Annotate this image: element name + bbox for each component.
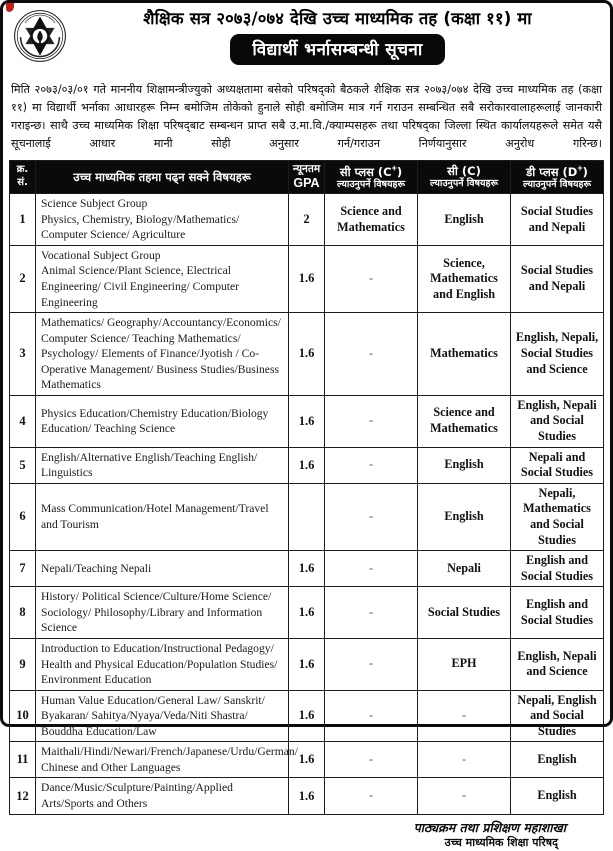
table-row [10, 551, 604, 587]
cell-c: Nepali [418, 551, 511, 587]
cell-cplus: Science and Mathematics [325, 194, 418, 246]
cell-gpa: 1.6 [289, 447, 325, 483]
cell-gpa: 1.6 [289, 778, 325, 814]
banner-container [71, 34, 604, 65]
table-header-row [10, 160, 604, 194]
cell-c: EPH [418, 638, 511, 690]
notice-paragraph: मिति २०७३/०३/०१ गते माननीय शिक्षामन्त्रीज्युको अध्यक्षतामा बसेको परिषद्को बैठकले शैक्षिक सत्र २०७३/०७४ देखि उच्च माध्यमिक तह (कक्षा ११) मा विद्यार्थी भर्नाका आधारहरू निम्न बमोजिम तोकेको हुनाले सोही बमोजिम मात्र गर्न गराउन सम्बन्धित सबै सरोकारवालाहरूलाई जानकारी गराइन्छ। साथै उच्च माध्यमिक शिक्षा परिषद्‌बाट सम्बन्धन प्राप्त सबै उ.मा.वि./क्याम्पसहरू तथा परिषद्का जिल्ला स्थित कार्यालयहरूले समेत यसै सूचनालाई आधार मानी सोही अनुसार गर्न/गराउन निर्णयानुसार अनुरोध गरिन्छ। [11, 83, 602, 151]
cell-c: English [418, 194, 511, 246]
cell-dplus: Social Studies and Nepali [511, 245, 604, 312]
cell-cplus: - [325, 447, 418, 483]
cell-cplus: - [325, 483, 418, 550]
document-header [9, 7, 604, 79]
cell-cplus: - [325, 245, 418, 312]
cell-subjects: Mass Communication/Hotel Management/Travel and Tourism [36, 483, 289, 550]
cell-c: Science, Mathematics and English [418, 245, 511, 312]
cell-sn: 2 [10, 245, 36, 312]
cell-c: Science and Mathematics [418, 395, 511, 447]
table-row [10, 587, 604, 639]
cell-c: Mathematics [418, 313, 511, 396]
c-header-main: सी (C) [447, 163, 481, 178]
table-row [10, 778, 604, 814]
cell-gpa: 1.6 [289, 587, 325, 639]
cell-subjects: English/Alternative English/Teaching English/ Linguistics [36, 447, 289, 483]
cell-gpa: 1.6 [289, 690, 325, 742]
cell-dplus: English [511, 742, 604, 778]
cell-gpa: 2 [289, 194, 325, 246]
cell-sn: 3 [10, 313, 36, 396]
table-row [10, 447, 604, 483]
logo-container [9, 7, 71, 63]
dplus-header-sup: + [577, 162, 583, 173]
cell-dplus: English and Social Studies [511, 587, 604, 639]
cell-c: - [418, 742, 511, 778]
cell-dplus: English and Social Studies [511, 551, 604, 587]
cell-sn: 9 [10, 638, 36, 690]
cell-subjects: Mathematics/ Geography/Accountancy/Economics/ Computer Science/ Teaching Mathematics/ Psychology/ Elements of Finance/Jyotish / Co-Operative Management/ Business Studies/Business Mathematics [36, 313, 289, 396]
cell-sn: 1 [10, 194, 36, 246]
serial-header-line1: क्र. [16, 164, 29, 176]
cell-cplus: - [325, 313, 418, 396]
cell-gpa: 1.6 [289, 638, 325, 690]
cell-subjects: Maithali/Hindi/Newari/French/Japanese/Urdu/German/ Chinese and Other Languages [36, 742, 289, 778]
cell-subjects: Physics Education/Chemistry Education/Biology Education/ Teaching Science [36, 395, 289, 447]
cell-sn: 10 [10, 690, 36, 742]
cell-cplus: - [325, 778, 418, 814]
cell-dplus: English, Nepali and Science [511, 638, 604, 690]
table-row [10, 245, 604, 312]
cell-cplus: - [325, 395, 418, 447]
gpa-header-line1: न्यूनतम [292, 162, 321, 175]
cell-sn: 4 [10, 395, 36, 447]
cell-dplus: English [511, 778, 604, 814]
cell-subjects: Introduction to Education/Instructional Pedagogy/ Health and Physical Education/Population Studies/ Environment Education [36, 638, 289, 690]
table-row [10, 742, 604, 778]
dplus-header-main: डी प्लस (D [526, 164, 578, 179]
cell-cplus: - [325, 690, 418, 742]
cell-c: Social Studies [418, 587, 511, 639]
cell-c: - [418, 690, 511, 742]
cell-gpa: 1.6 [289, 551, 325, 587]
cell-dplus: English, Nepali, Social Studies and Science [511, 313, 604, 396]
cell-dplus: Nepali, English and Social Studies [511, 690, 604, 742]
cell-subjects: Nepali/Teaching Nepali [36, 551, 289, 587]
cplus-header-main: सी प्लस (C [339, 164, 392, 179]
cell-subjects: Dance/Music/Sculpture/Painting/Applied Arts/Sports and Others [36, 778, 289, 814]
c-header-sub: ल्याउनुपर्ने विषयहरू [430, 177, 498, 189]
cell-dplus: Social Studies and Nepali [511, 194, 604, 246]
table-row [10, 395, 604, 447]
gpa-header-line2: GPA [293, 175, 320, 190]
cell-gpa: 1.6 [289, 395, 325, 447]
table-row [10, 690, 604, 742]
document-footer [9, 815, 604, 851]
cplus-header-close: ) [396, 164, 403, 179]
cplus-header-sup: + [391, 162, 397, 173]
table-head [10, 160, 604, 194]
footer-department: पाठ्यक्रम तथा प्रशिक्षण महाशाखा [413, 819, 566, 835]
cell-sn: 12 [10, 778, 36, 814]
cell-cplus: - [325, 638, 418, 690]
cell-sn: 7 [10, 551, 36, 587]
cell-gpa: 1.6 [289, 742, 325, 778]
table-body [10, 194, 604, 814]
page-title: शैक्षिक सत्र २०७३/०७४ देखि उच्च माध्यमिक तह (कक्षा ११) मा [143, 9, 532, 28]
cell-c: - [418, 778, 511, 814]
column-header-c [418, 160, 511, 194]
table-row [10, 638, 604, 690]
cell-subjects: History/ Political Science/Culture/Home Science/ Sociology/ Philosophy/Library and Information Science [36, 587, 289, 639]
cell-c: English [418, 447, 511, 483]
cell-dplus: Nepali, Mathematics and Social Studies [511, 483, 604, 550]
cell-cplus: - [325, 551, 418, 587]
cell-subjects: Human Value Education/General Law/ Sanskrit/ Byakaran/ Sahitya/Nyaya/Veda/Niti Shastra/ Bouddha Education/Law [36, 690, 289, 742]
admission-criteria-table [9, 160, 604, 815]
cell-gpa [289, 483, 325, 550]
notice-banner: विद्यार्थी भर्नासम्बन्धी सूचना [230, 34, 444, 65]
table-row [10, 313, 604, 396]
column-header-cplus [325, 160, 418, 194]
dplus-header-sub: ल्याउनुपर्ने विषयहरू [523, 178, 591, 190]
cell-gpa: 1.6 [289, 313, 325, 396]
cell-dplus: Nepali and Social Studies [511, 447, 604, 483]
cell-dplus: English, Nepali and Social Studies [511, 395, 604, 447]
cell-subjects: Science Subject Group Physics, Chemistry, Biology/Mathematics/ Computer Science/ Agriculture [36, 194, 289, 246]
column-header-subjects: उच्च माध्यमिक तहमा पढ्न सक्ने विषयहरू [36, 160, 289, 194]
hseb-emblem-icon [13, 9, 67, 63]
cell-subjects: Vocational Subject Group Animal Science/Plant Science, Electrical Engineering/ Civil Engineering/ Computer Engineering [36, 245, 289, 312]
cell-sn: 11 [10, 742, 36, 778]
cell-sn: 6 [10, 483, 36, 550]
column-header-serial [10, 160, 36, 194]
column-header-gpa [289, 160, 325, 194]
cell-cplus: - [325, 742, 418, 778]
cell-sn: 5 [10, 447, 36, 483]
cplus-header-sub: ल्याउनुपर्ने विषयहरू [337, 178, 405, 190]
column-header-dplus [511, 160, 604, 194]
table-row [10, 194, 604, 246]
cell-cplus: - [325, 587, 418, 639]
dplus-header-close: ) [582, 164, 588, 179]
cell-sn: 8 [10, 587, 36, 639]
header-text-block [71, 7, 604, 65]
footer-organization: उच्च माध्यमिक शिक्षा परिषद् [444, 836, 558, 850]
cell-gpa: 1.6 [289, 245, 325, 312]
table-row [10, 483, 604, 550]
serial-header-line2: सं. [17, 176, 28, 188]
cell-c: English [418, 483, 511, 550]
